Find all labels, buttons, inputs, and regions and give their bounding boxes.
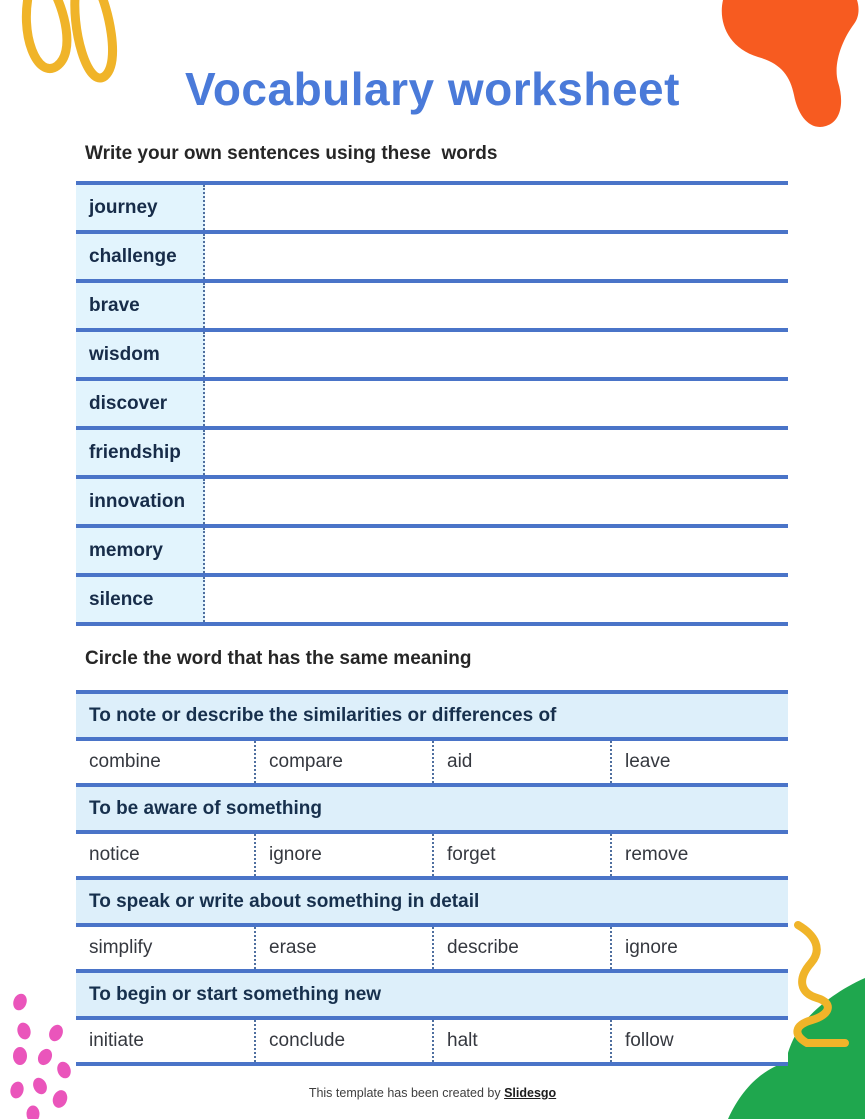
option-label: describe: [447, 937, 519, 958]
word-label: discover: [76, 381, 205, 426]
option-cell: [432, 1020, 610, 1062]
option-cell: [254, 834, 432, 876]
word-row: [76, 279, 788, 328]
option-cell: [610, 834, 788, 876]
option-cell: [432, 927, 610, 969]
option-label: combine: [89, 751, 161, 772]
option-cell: [254, 741, 432, 783]
question-prompt: To speak or write about something in detail: [76, 880, 788, 927]
word-label: brave: [76, 283, 205, 328]
option-label: remove: [625, 844, 689, 865]
section1-heading: Write your own sentences using these words: [85, 143, 498, 164]
matching-table: [76, 690, 788, 1066]
writing-line: [205, 381, 788, 426]
writing-line: [205, 577, 788, 622]
option-cell: [76, 927, 254, 969]
writing-line: [205, 528, 788, 573]
option-label: aid: [447, 751, 473, 772]
word-row: [76, 377, 788, 426]
question-prompt: To be aware of something: [76, 787, 788, 834]
question-prompt: To begin or start something new: [76, 973, 788, 1020]
writing-line: [205, 283, 788, 328]
writing-line: [205, 479, 788, 524]
option-label: compare: [269, 751, 343, 772]
option-cell: [76, 741, 254, 783]
matching-item: [76, 694, 788, 787]
question-prompt: To note or describe the similarities or differences of: [76, 694, 788, 741]
option-cell: [432, 834, 610, 876]
word-table: [76, 181, 788, 626]
footer: [0, 1086, 865, 1100]
option-cell: [76, 834, 254, 876]
writing-line: [205, 332, 788, 377]
word-label: friendship: [76, 430, 205, 475]
option-label: erase: [269, 937, 317, 958]
option-label: halt: [447, 1030, 478, 1051]
word-label: innovation: [76, 479, 205, 524]
word-label: memory: [76, 528, 205, 573]
option-cell: [610, 1020, 788, 1062]
options-row: [76, 1020, 788, 1066]
word-row: [76, 475, 788, 524]
matching-item: [76, 973, 788, 1066]
options-row: [76, 927, 788, 973]
option-label: notice: [89, 844, 140, 865]
footer-brand-link[interactable]: Slidesgo: [504, 1086, 557, 1100]
option-cell: [610, 927, 788, 969]
matching-item: [76, 787, 788, 880]
word-label: silence: [76, 577, 205, 622]
option-label: follow: [625, 1030, 674, 1051]
option-label: simplify: [89, 937, 153, 958]
options-row: [76, 741, 788, 787]
word-row: [76, 426, 788, 475]
option-label: forget: [447, 844, 496, 865]
word-label: wisdom: [76, 332, 205, 377]
option-label: initiate: [89, 1030, 144, 1051]
writing-line: [205, 430, 788, 475]
option-cell: [610, 741, 788, 783]
option-cell: [432, 741, 610, 783]
footer-text: This template has been created by: [308, 1086, 505, 1100]
writing-line: [205, 185, 788, 230]
word-row: [76, 524, 788, 573]
matching-item: [76, 880, 788, 973]
option-cell: [254, 927, 432, 969]
options-row: [76, 834, 788, 880]
word-row: [76, 181, 788, 230]
yellow-zigzag-decoration: [775, 905, 865, 1060]
option-label: conclude: [269, 1030, 346, 1051]
option-label: ignore: [269, 844, 322, 865]
word-row: [76, 230, 788, 279]
option-cell: [254, 1020, 432, 1062]
word-label: challenge: [76, 234, 205, 279]
word-label: journey: [76, 185, 205, 230]
option-cell: [76, 1020, 254, 1062]
word-row: [76, 573, 788, 622]
word-row: [76, 328, 788, 377]
option-label: leave: [625, 751, 671, 772]
page-title: Vocabulary worksheet: [185, 63, 680, 115]
option-label: ignore: [625, 937, 678, 958]
writing-line: [205, 234, 788, 279]
section2-heading: Circle the word that has the same meaning: [85, 648, 472, 669]
